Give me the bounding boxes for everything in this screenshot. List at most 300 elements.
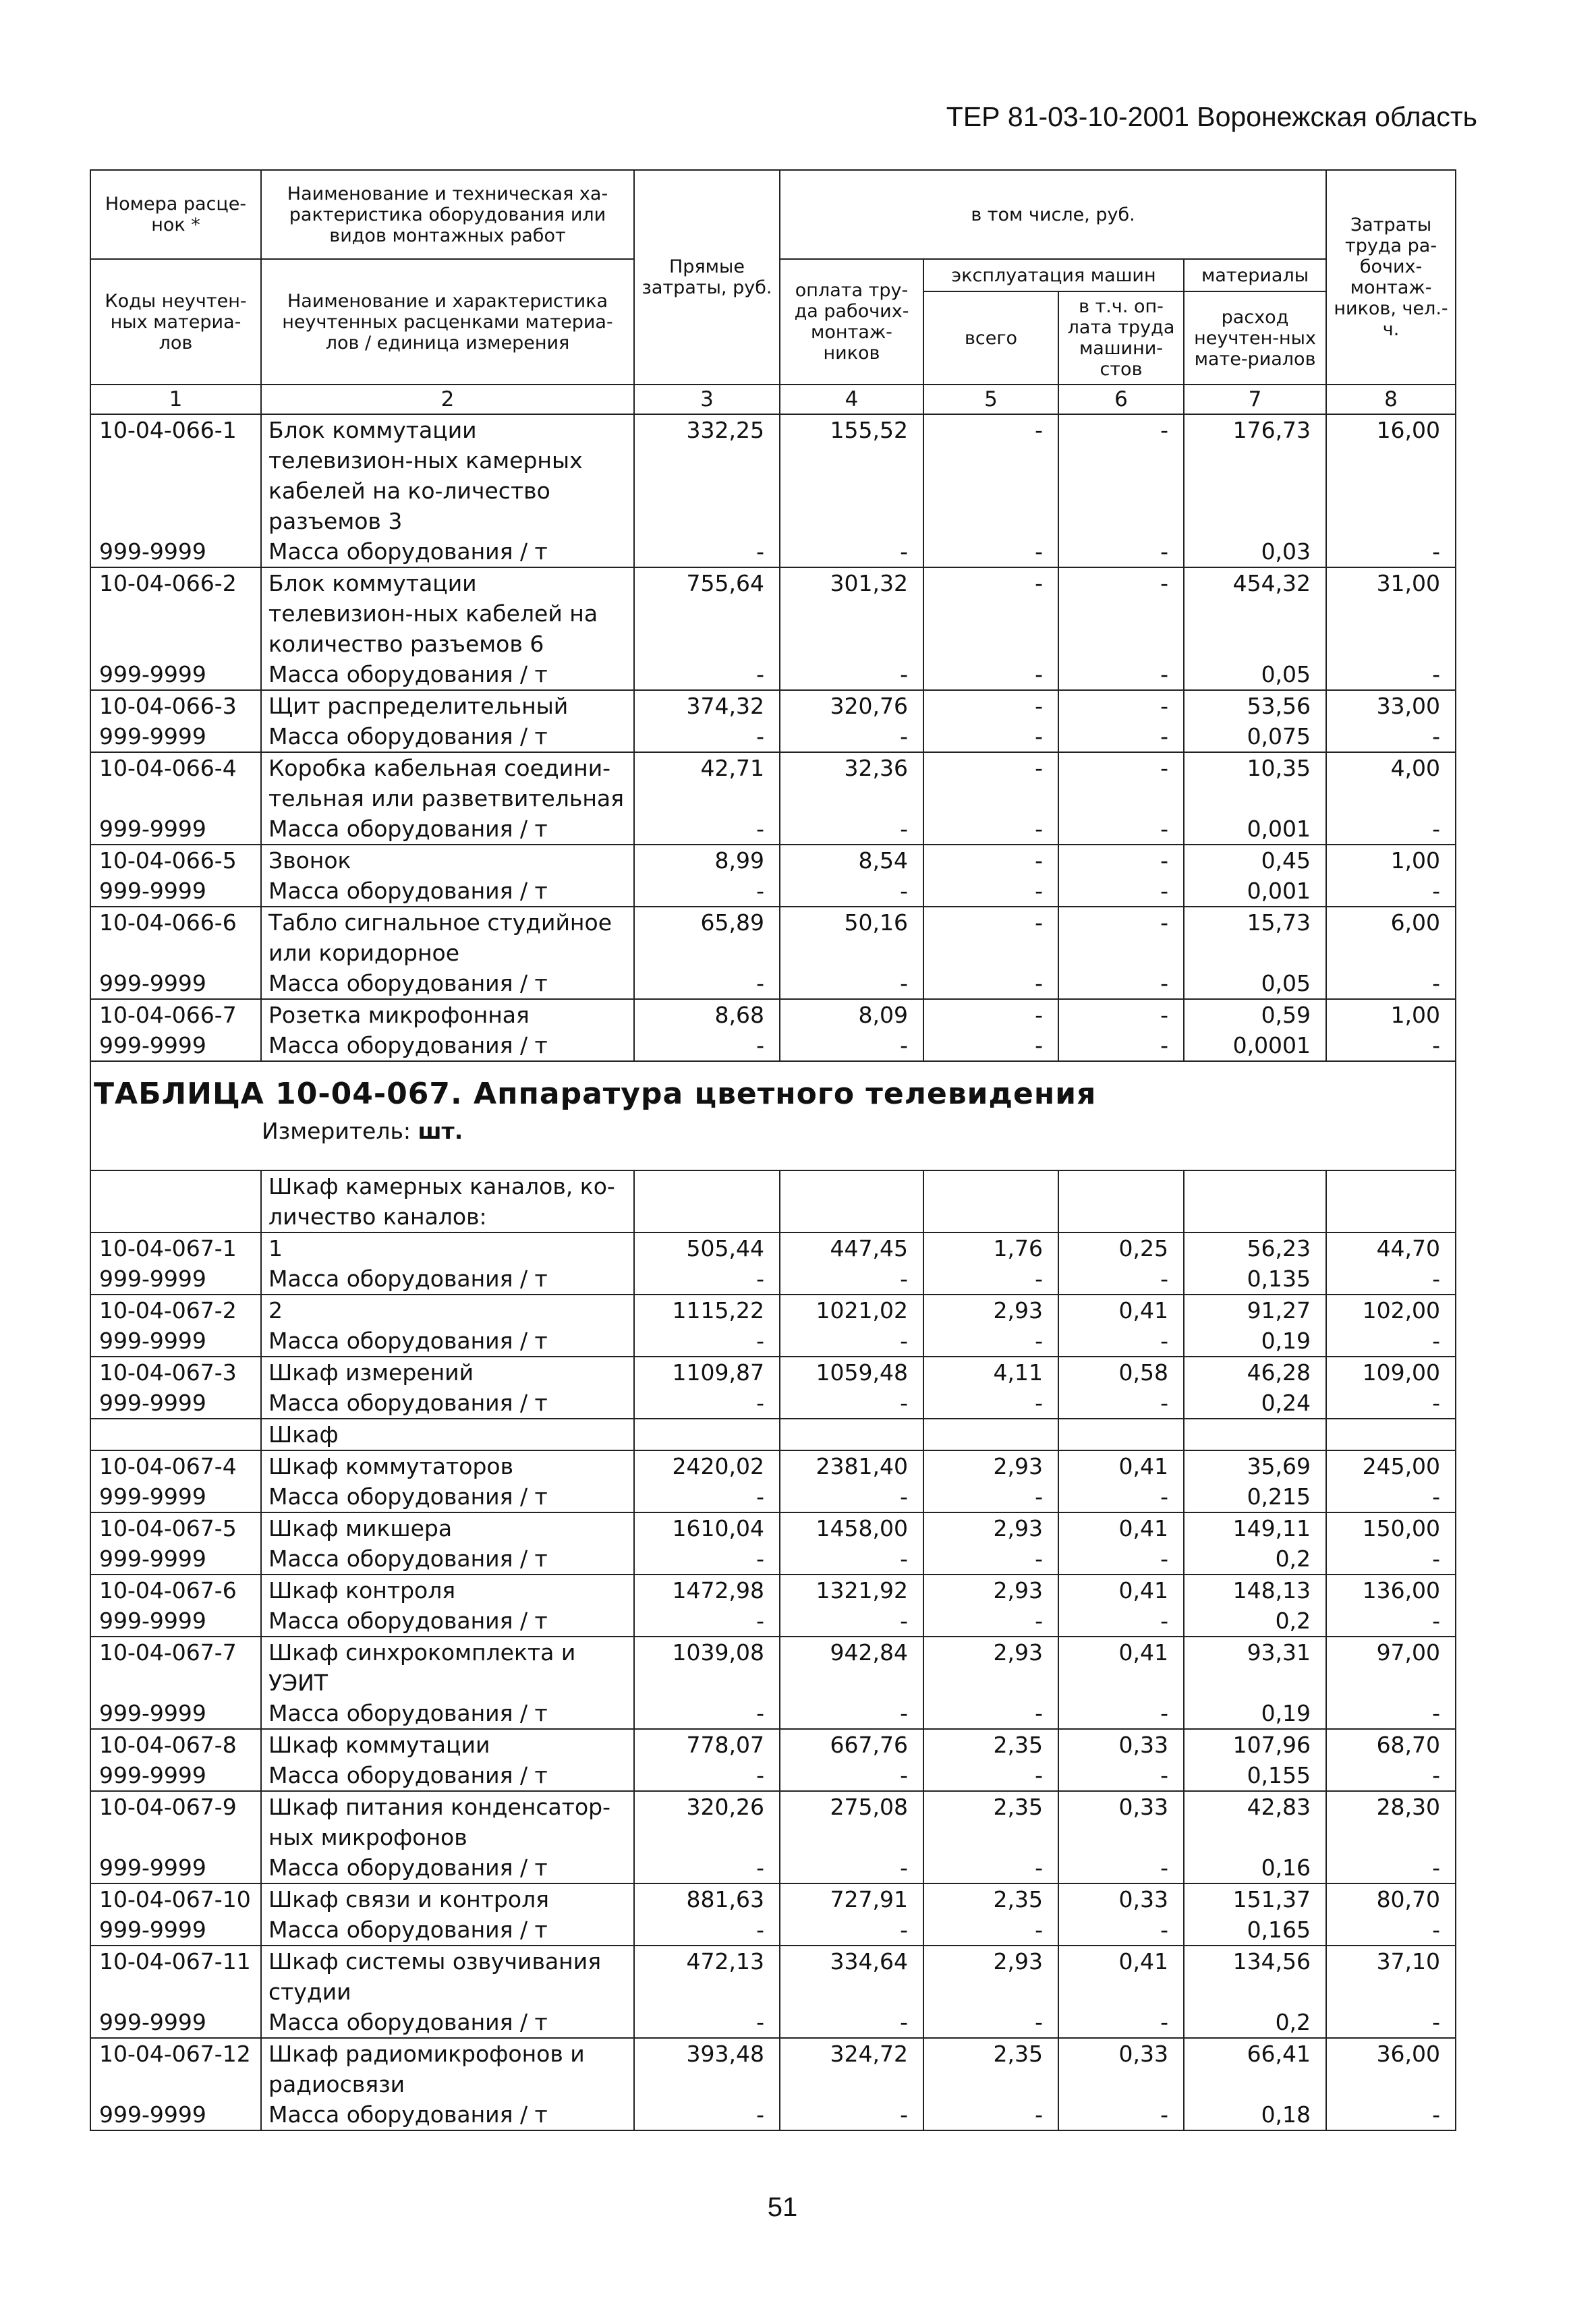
machines-total-cell: - <box>923 1915 1058 1946</box>
machines-total-cell: 2,35 <box>923 2038 1058 2099</box>
material-consumption-cell: 0,16 <box>1184 1852 1326 1883</box>
machines-total-cell: 4,11 <box>923 1357 1058 1388</box>
rate-row <box>90 1883 1456 1915</box>
worker-pay-cell: - <box>780 1326 923 1357</box>
rates-table <box>90 169 1456 2131</box>
rate-row <box>90 907 1456 968</box>
material-consumption-cell: 0,075 <box>1184 721 1326 752</box>
labor-hours-cell: 33,00 <box>1326 690 1456 721</box>
rate-row <box>90 2038 1456 2099</box>
machines-total-cell: - <box>923 752 1058 814</box>
rate-code-cell: 999-9999 <box>90 1543 261 1575</box>
subheading-code-cell <box>90 1419 261 1450</box>
machines-total-cell: - <box>923 1481 1058 1512</box>
machines-total-cell: 2,35 <box>923 1729 1058 1760</box>
col-header-machine-operation: эксплуатация машин <box>923 259 1184 291</box>
direct-costs-cell: - <box>634 1760 780 1791</box>
table-body-066 <box>90 414 1456 1061</box>
machinist-pay-cell: - <box>1058 1326 1184 1357</box>
rate-code-cell: 999-9999 <box>90 2099 261 2130</box>
rate-code-cell: 10-04-067-12 <box>90 2038 261 2099</box>
name-cell: Масса оборудования / т <box>261 1030 634 1061</box>
empty-cell <box>923 1170 1058 1232</box>
name-cell: Звонок <box>261 845 634 876</box>
direct-costs-cell: - <box>634 1698 780 1729</box>
material-consumption-cell: 134,56 <box>1184 1946 1326 2007</box>
machinist-pay-cell: - <box>1058 999 1184 1030</box>
worker-pay-cell: 334,64 <box>780 1946 923 2007</box>
subheading-cabinet <box>90 1419 1456 1450</box>
worker-pay-cell: 1059,48 <box>780 1357 923 1388</box>
direct-costs-cell: - <box>634 1915 780 1946</box>
name-cell: Шкаф контроля <box>261 1575 634 1606</box>
labor-hours-cell: 4,00 <box>1326 752 1456 814</box>
name-cell: Шкаф синхрокомплекта и УЭИТ <box>261 1637 634 1698</box>
column-numbers-row <box>90 385 1456 414</box>
direct-costs-cell: - <box>634 1326 780 1357</box>
labor-hours-cell: - <box>1326 1481 1456 1512</box>
machines-total-cell: - <box>923 1852 1058 1883</box>
machinist-pay-cell: - <box>1058 845 1184 876</box>
rate-code-cell: 999-9999 <box>90 721 261 752</box>
col-header-material-name: Наименование и характеристика неучтенных расценками материа-лов / единица измерения <box>261 259 634 385</box>
measure-line <box>91 1114 1455 1148</box>
rate-row <box>90 1946 1456 2007</box>
direct-costs-cell: - <box>634 2099 780 2130</box>
table-body-067-b <box>90 1450 1456 2130</box>
direct-costs-cell: 8,99 <box>634 845 780 876</box>
rate-code-cell: 999-9999 <box>90 968 261 999</box>
section-title: ТАБЛИЦА 10-04-067. Аппаратура цветного телевидения <box>94 1077 1097 1111</box>
name-cell: Масса оборудования / т <box>261 2099 634 2130</box>
direct-costs-cell: - <box>634 1481 780 1512</box>
labor-hours-cell: 28,30 <box>1326 1791 1456 1852</box>
machinist-pay-cell: 0,41 <box>1058 1946 1184 2007</box>
empty-cell <box>923 1419 1058 1450</box>
worker-pay-cell: 1458,00 <box>780 1512 923 1543</box>
table-body-067-a <box>90 1232 1456 1419</box>
direct-costs-cell: - <box>634 1543 780 1575</box>
worker-pay-cell: 50,16 <box>780 907 923 968</box>
labor-hours-cell: 109,00 <box>1326 1357 1456 1388</box>
labor-hours-cell: 1,00 <box>1326 845 1456 876</box>
machines-total-cell: - <box>923 968 1058 999</box>
material-row <box>90 2099 1456 2130</box>
worker-pay-cell: 155,52 <box>780 414 923 536</box>
rate-code-cell: 10-04-066-6 <box>90 907 261 968</box>
measure-label: Измеритель: <box>262 1118 411 1144</box>
material-row <box>90 1388 1456 1419</box>
material-consumption-cell: 91,27 <box>1184 1295 1326 1326</box>
labor-hours-cell: - <box>1326 2099 1456 2130</box>
machinist-pay-cell: - <box>1058 876 1184 907</box>
empty-cell <box>1184 1170 1326 1232</box>
material-row <box>90 814 1456 845</box>
material-row <box>90 1326 1456 1357</box>
rate-code-cell: 999-9999 <box>90 1326 261 1357</box>
rate-row <box>90 1637 1456 1698</box>
machinist-pay-cell: - <box>1058 2099 1184 2130</box>
machinist-pay-cell: 0,41 <box>1058 1637 1184 1698</box>
rate-code-cell: 10-04-067-6 <box>90 1575 261 1606</box>
machines-total-cell: - <box>923 1698 1058 1729</box>
direct-costs-cell: 8,68 <box>634 999 780 1030</box>
empty-cell <box>1326 1170 1456 1232</box>
col-header-materials: материалы <box>1184 259 1326 291</box>
material-consumption-cell: 0,165 <box>1184 1915 1326 1946</box>
subheading-cabinet-label: Шкаф <box>261 1419 634 1450</box>
rate-row <box>90 690 1456 721</box>
rate-row <box>90 1232 1456 1264</box>
labor-hours-cell: - <box>1326 968 1456 999</box>
labor-hours-cell: - <box>1326 1264 1456 1295</box>
labor-hours-cell: 44,70 <box>1326 1232 1456 1264</box>
direct-costs-cell: - <box>634 814 780 845</box>
direct-costs-cell: 881,63 <box>634 1883 780 1915</box>
empty-cell <box>780 1419 923 1450</box>
rate-code-cell: 999-9999 <box>90 1264 261 1295</box>
page-number: 51 <box>767 2192 798 2222</box>
labor-hours-cell: - <box>1326 1606 1456 1637</box>
direct-costs-cell: 393,48 <box>634 2038 780 2099</box>
name-cell: Шкаф коммутаторов <box>261 1450 634 1481</box>
labor-hours-cell: - <box>1326 814 1456 845</box>
labor-hours-cell: 68,70 <box>1326 1729 1456 1760</box>
material-consumption-cell: 107,96 <box>1184 1729 1326 1760</box>
rate-code-cell: 10-04-067-10 <box>90 1883 261 1915</box>
rate-code-cell: 999-9999 <box>90 536 261 567</box>
machinist-pay-cell: 0,33 <box>1058 1883 1184 1915</box>
worker-pay-cell: 320,76 <box>780 690 923 721</box>
labor-hours-cell: 31,00 <box>1326 567 1456 659</box>
rate-code-cell: 10-04-067-3 <box>90 1357 261 1388</box>
material-consumption-cell: 42,83 <box>1184 1791 1326 1852</box>
col-number: 3 <box>634 385 780 414</box>
machines-total-cell: - <box>923 907 1058 968</box>
material-consumption-cell: 0,2 <box>1184 2007 1326 2038</box>
empty-cell <box>1326 1419 1456 1450</box>
worker-pay-cell: - <box>780 876 923 907</box>
rate-code-cell: 999-9999 <box>90 2007 261 2038</box>
material-consumption-cell: 0,215 <box>1184 1481 1326 1512</box>
name-cell: Табло сигнальное студийное или коридорное <box>261 907 634 968</box>
worker-pay-cell: - <box>780 1264 923 1295</box>
worker-pay-cell: - <box>780 659 923 690</box>
rate-row <box>90 1295 1456 1326</box>
rate-code-cell: 10-04-067-2 <box>90 1295 261 1326</box>
direct-costs-cell: 1109,87 <box>634 1357 780 1388</box>
material-consumption-cell: 0,2 <box>1184 1606 1326 1637</box>
measure-unit: шт. <box>418 1118 463 1144</box>
name-cell: Масса оборудования / т <box>261 536 634 567</box>
material-row <box>90 1606 1456 1637</box>
direct-costs-cell: - <box>634 1606 780 1637</box>
rate-code-cell: 10-04-067-1 <box>90 1232 261 1264</box>
rate-code-cell: 999-9999 <box>90 1915 261 1946</box>
worker-pay-cell: - <box>780 2099 923 2130</box>
direct-costs-cell: 472,13 <box>634 1946 780 2007</box>
rate-code-cell: 999-9999 <box>90 1760 261 1791</box>
machines-total-cell: - <box>923 414 1058 536</box>
labor-hours-cell: - <box>1326 1388 1456 1419</box>
rate-code-cell: 10-04-067-11 <box>90 1946 261 2007</box>
material-consumption-cell: 0,155 <box>1184 1760 1326 1791</box>
direct-costs-cell: - <box>634 536 780 567</box>
labor-hours-cell: - <box>1326 876 1456 907</box>
worker-pay-cell: 8,09 <box>780 999 923 1030</box>
name-cell: Масса оборудования / т <box>261 968 634 999</box>
rate-code-cell: 10-04-066-7 <box>90 999 261 1030</box>
direct-costs-cell: 1115,22 <box>634 1295 780 1326</box>
material-consumption-cell: 0,135 <box>1184 1264 1326 1295</box>
labor-hours-cell: 36,00 <box>1326 2038 1456 2099</box>
rate-code-cell: 999-9999 <box>90 1606 261 1637</box>
machinist-pay-cell: - <box>1058 1698 1184 1729</box>
worker-pay-cell: 447,45 <box>780 1232 923 1264</box>
col-header-worker-pay: оплата тру-да рабочих-монтаж-ников <box>780 259 923 385</box>
machinist-pay-cell: - <box>1058 659 1184 690</box>
name-cell: Масса оборудования / т <box>261 1481 634 1512</box>
machinist-pay-cell: 0,33 <box>1058 1729 1184 1760</box>
rate-code-cell: 999-9999 <box>90 1481 261 1512</box>
rate-code-cell: 999-9999 <box>90 876 261 907</box>
subheading-row <box>90 1170 1456 1232</box>
machines-total-cell: - <box>923 814 1058 845</box>
rate-code-cell: 10-04-066-4 <box>90 752 261 814</box>
material-consumption-cell: 0,001 <box>1184 876 1326 907</box>
machines-total-cell: 2,93 <box>923 1295 1058 1326</box>
machines-total-cell: - <box>923 1326 1058 1357</box>
subheading-cabinet-channels: Шкаф камерных каналов, ко-личество каналов: <box>261 1170 634 1232</box>
col-number: 7 <box>1184 385 1326 414</box>
material-consumption-cell: 0,2 <box>1184 1543 1326 1575</box>
name-cell: Шкаф радиомикрофонов и радиосвязи <box>261 2038 634 2099</box>
machinist-pay-cell: - <box>1058 968 1184 999</box>
material-consumption-cell: 93,31 <box>1184 1637 1326 1698</box>
name-cell: Масса оборудования / т <box>261 1760 634 1791</box>
direct-costs-cell: 332,25 <box>634 414 780 536</box>
machines-total-cell: 2,93 <box>923 1946 1058 2007</box>
machines-total-cell: - <box>923 690 1058 721</box>
machinist-pay-cell: - <box>1058 1388 1184 1419</box>
name-cell: Масса оборудования / т <box>261 1606 634 1637</box>
table-header <box>90 170 1456 414</box>
material-row <box>90 1264 1456 1295</box>
material-consumption-cell: 0,001 <box>1184 814 1326 845</box>
empty-cell <box>1184 1419 1326 1450</box>
col-number: 4 <box>780 385 923 414</box>
worker-pay-cell: - <box>780 1481 923 1512</box>
direct-costs-cell: 1039,08 <box>634 1637 780 1698</box>
worker-pay-cell: - <box>780 968 923 999</box>
rates-table-container <box>90 169 1455 2131</box>
rate-code-cell: 999-9999 <box>90 1852 261 1883</box>
material-row <box>90 1481 1456 1512</box>
worker-pay-cell: - <box>780 1698 923 1729</box>
page-header-title: ТЕР 81-03-10-2001 Воронежская область <box>946 101 1477 132</box>
worker-pay-cell: 275,08 <box>780 1791 923 1852</box>
machines-total-cell: - <box>923 659 1058 690</box>
material-consumption-cell: 53,56 <box>1184 690 1326 721</box>
machinist-pay-cell: 0,58 <box>1058 1357 1184 1388</box>
name-cell: Масса оборудования / т <box>261 814 634 845</box>
machinist-pay-cell: 0,41 <box>1058 1450 1184 1481</box>
worker-pay-cell: - <box>780 1606 923 1637</box>
direct-costs-cell: - <box>634 1030 780 1061</box>
direct-costs-cell: 778,07 <box>634 1729 780 1760</box>
worker-pay-cell: 1021,02 <box>780 1295 923 1326</box>
worker-pay-cell: - <box>780 2007 923 2038</box>
col-header-rate-numbers: Номера расце-нок * <box>90 170 261 259</box>
rate-code-cell: 10-04-067-9 <box>90 1791 261 1852</box>
name-cell: Масса оборудования / т <box>261 721 634 752</box>
rate-code-cell: 10-04-066-3 <box>90 690 261 721</box>
machines-total-cell: - <box>923 567 1058 659</box>
machines-total-cell: 1,76 <box>923 1232 1058 1264</box>
name-cell: Масса оборудования / т <box>261 1915 634 1946</box>
material-consumption-cell: 149,11 <box>1184 1512 1326 1543</box>
material-row <box>90 721 1456 752</box>
direct-costs-cell: 65,89 <box>634 907 780 968</box>
name-cell: Блок коммутации телевизион-ных кабелей на количество разъемов 6 <box>261 567 634 659</box>
direct-costs-cell: - <box>634 1852 780 1883</box>
empty-cell <box>1058 1170 1184 1232</box>
rate-code-cell: 999-9999 <box>90 814 261 845</box>
worker-pay-cell: - <box>780 1388 923 1419</box>
material-consumption-cell: 0,19 <box>1184 1326 1326 1357</box>
direct-costs-cell: 755,64 <box>634 567 780 659</box>
machinist-pay-cell: 0,41 <box>1058 1512 1184 1543</box>
machines-total-cell: - <box>923 845 1058 876</box>
direct-costs-cell: - <box>634 1264 780 1295</box>
machinist-pay-cell: - <box>1058 1852 1184 1883</box>
rate-row <box>90 1575 1456 1606</box>
name-cell: Масса оборудования / т <box>261 1852 634 1883</box>
col-header-equipment-name: Наименование и техническая ха-рактеристика оборудования или видов монтажных работ <box>261 170 634 259</box>
col-header-including: в том числе, руб. <box>780 170 1326 259</box>
rate-row <box>90 1791 1456 1852</box>
labor-hours-cell: 97,00 <box>1326 1637 1456 1698</box>
rate-code-cell: 10-04-067-7 <box>90 1637 261 1698</box>
section-067-heading <box>90 1061 1456 1232</box>
material-consumption-cell: 10,35 <box>1184 752 1326 814</box>
direct-costs-cell: - <box>634 659 780 690</box>
rate-row <box>90 567 1456 659</box>
col-header-material-codes: Коды неучтен-ных материа-лов <box>90 259 261 385</box>
rate-code-cell: 10-04-066-5 <box>90 845 261 876</box>
worker-pay-cell: - <box>780 1030 923 1061</box>
worker-pay-cell: 301,32 <box>780 567 923 659</box>
name-cell: Розетка микрофонная <box>261 999 634 1030</box>
material-consumption-cell: 0,24 <box>1184 1388 1326 1419</box>
rate-code-cell: 999-9999 <box>90 1388 261 1419</box>
material-consumption-cell: 66,41 <box>1184 2038 1326 2099</box>
labor-hours-cell: - <box>1326 1915 1456 1946</box>
material-row <box>90 1698 1456 1729</box>
material-row <box>90 536 1456 567</box>
rate-code-cell: 999-9999 <box>90 659 261 690</box>
machinist-pay-cell: - <box>1058 1606 1184 1637</box>
name-cell: Масса оборудования / т <box>261 1326 634 1357</box>
material-consumption-cell: 0,05 <box>1184 968 1326 999</box>
labor-hours-cell: - <box>1326 536 1456 567</box>
machines-total-cell: 2,35 <box>923 1883 1058 1915</box>
material-row <box>90 1760 1456 1791</box>
col-header-direct-costs: Прямые затраты, руб. <box>634 170 780 385</box>
machinist-pay-cell: 0,41 <box>1058 1575 1184 1606</box>
name-cell: Масса оборудования / т <box>261 1264 634 1295</box>
direct-costs-cell: 42,71 <box>634 752 780 814</box>
machinist-pay-cell: - <box>1058 536 1184 567</box>
direct-costs-cell: 2420,02 <box>634 1450 780 1481</box>
labor-hours-cell: - <box>1326 659 1456 690</box>
direct-costs-cell: - <box>634 1388 780 1419</box>
machines-total-cell: - <box>923 876 1058 907</box>
worker-pay-cell: - <box>780 1543 923 1575</box>
direct-costs-cell: 1472,98 <box>634 1575 780 1606</box>
material-consumption-cell: 176,73 <box>1184 414 1326 536</box>
labor-hours-cell: 1,00 <box>1326 999 1456 1030</box>
labor-hours-cell: - <box>1326 721 1456 752</box>
material-row <box>90 876 1456 907</box>
machines-total-cell: - <box>923 1543 1058 1575</box>
worker-pay-cell: - <box>780 1852 923 1883</box>
material-row <box>90 1543 1456 1575</box>
rate-code-cell: 10-04-067-4 <box>90 1450 261 1481</box>
machinist-pay-cell: - <box>1058 1915 1184 1946</box>
machines-total-cell: - <box>923 999 1058 1030</box>
worker-pay-cell: 8,54 <box>780 845 923 876</box>
labor-hours-cell: - <box>1326 1760 1456 1791</box>
material-row <box>90 2007 1456 2038</box>
machinist-pay-cell: - <box>1058 907 1184 968</box>
rate-row <box>90 752 1456 814</box>
machines-total-cell: - <box>923 1388 1058 1419</box>
name-cell: Коробка кабельная соедини-тельная или разветвительная <box>261 752 634 814</box>
material-consumption-cell: 0,05 <box>1184 659 1326 690</box>
material-consumption-cell: 15,73 <box>1184 907 1326 968</box>
col-header-machines-total: всего <box>923 291 1058 385</box>
worker-pay-cell: 324,72 <box>780 2038 923 2099</box>
worker-pay-cell: 2381,40 <box>780 1450 923 1481</box>
name-cell: Шкаф связи и контроля <box>261 1883 634 1915</box>
labor-hours-cell: 37,10 <box>1326 1946 1456 2007</box>
empty-cell <box>780 1170 923 1232</box>
section-heading-cell <box>90 1061 1456 1170</box>
machines-total-cell: 2,35 <box>923 1791 1058 1852</box>
labor-hours-cell: 6,00 <box>1326 907 1456 968</box>
rate-row <box>90 1512 1456 1543</box>
name-cell: 2 <box>261 1295 634 1326</box>
machinist-pay-cell: - <box>1058 690 1184 721</box>
material-consumption-cell: 0,03 <box>1184 536 1326 567</box>
rate-code-cell: 10-04-066-2 <box>90 567 261 659</box>
machinist-pay-cell: - <box>1058 414 1184 536</box>
material-consumption-cell: 151,37 <box>1184 1883 1326 1915</box>
machinist-pay-cell: - <box>1058 814 1184 845</box>
machines-total-cell: 2,93 <box>923 1512 1058 1543</box>
col-header-material-consumption: расход неучтен-ных мате-риалов <box>1184 291 1326 385</box>
material-row <box>90 1915 1456 1946</box>
labor-hours-cell: - <box>1326 1852 1456 1883</box>
subheading-row <box>90 1419 1456 1450</box>
name-cell: Блок коммутации телевизион-ных камерных кабелей на ко-личество разъемов 3 <box>261 414 634 536</box>
worker-pay-cell: - <box>780 1915 923 1946</box>
machinist-pay-cell: - <box>1058 1481 1184 1512</box>
empty-cell <box>634 1170 780 1232</box>
name-cell: Шкаф микшера <box>261 1512 634 1543</box>
rate-row <box>90 1357 1456 1388</box>
